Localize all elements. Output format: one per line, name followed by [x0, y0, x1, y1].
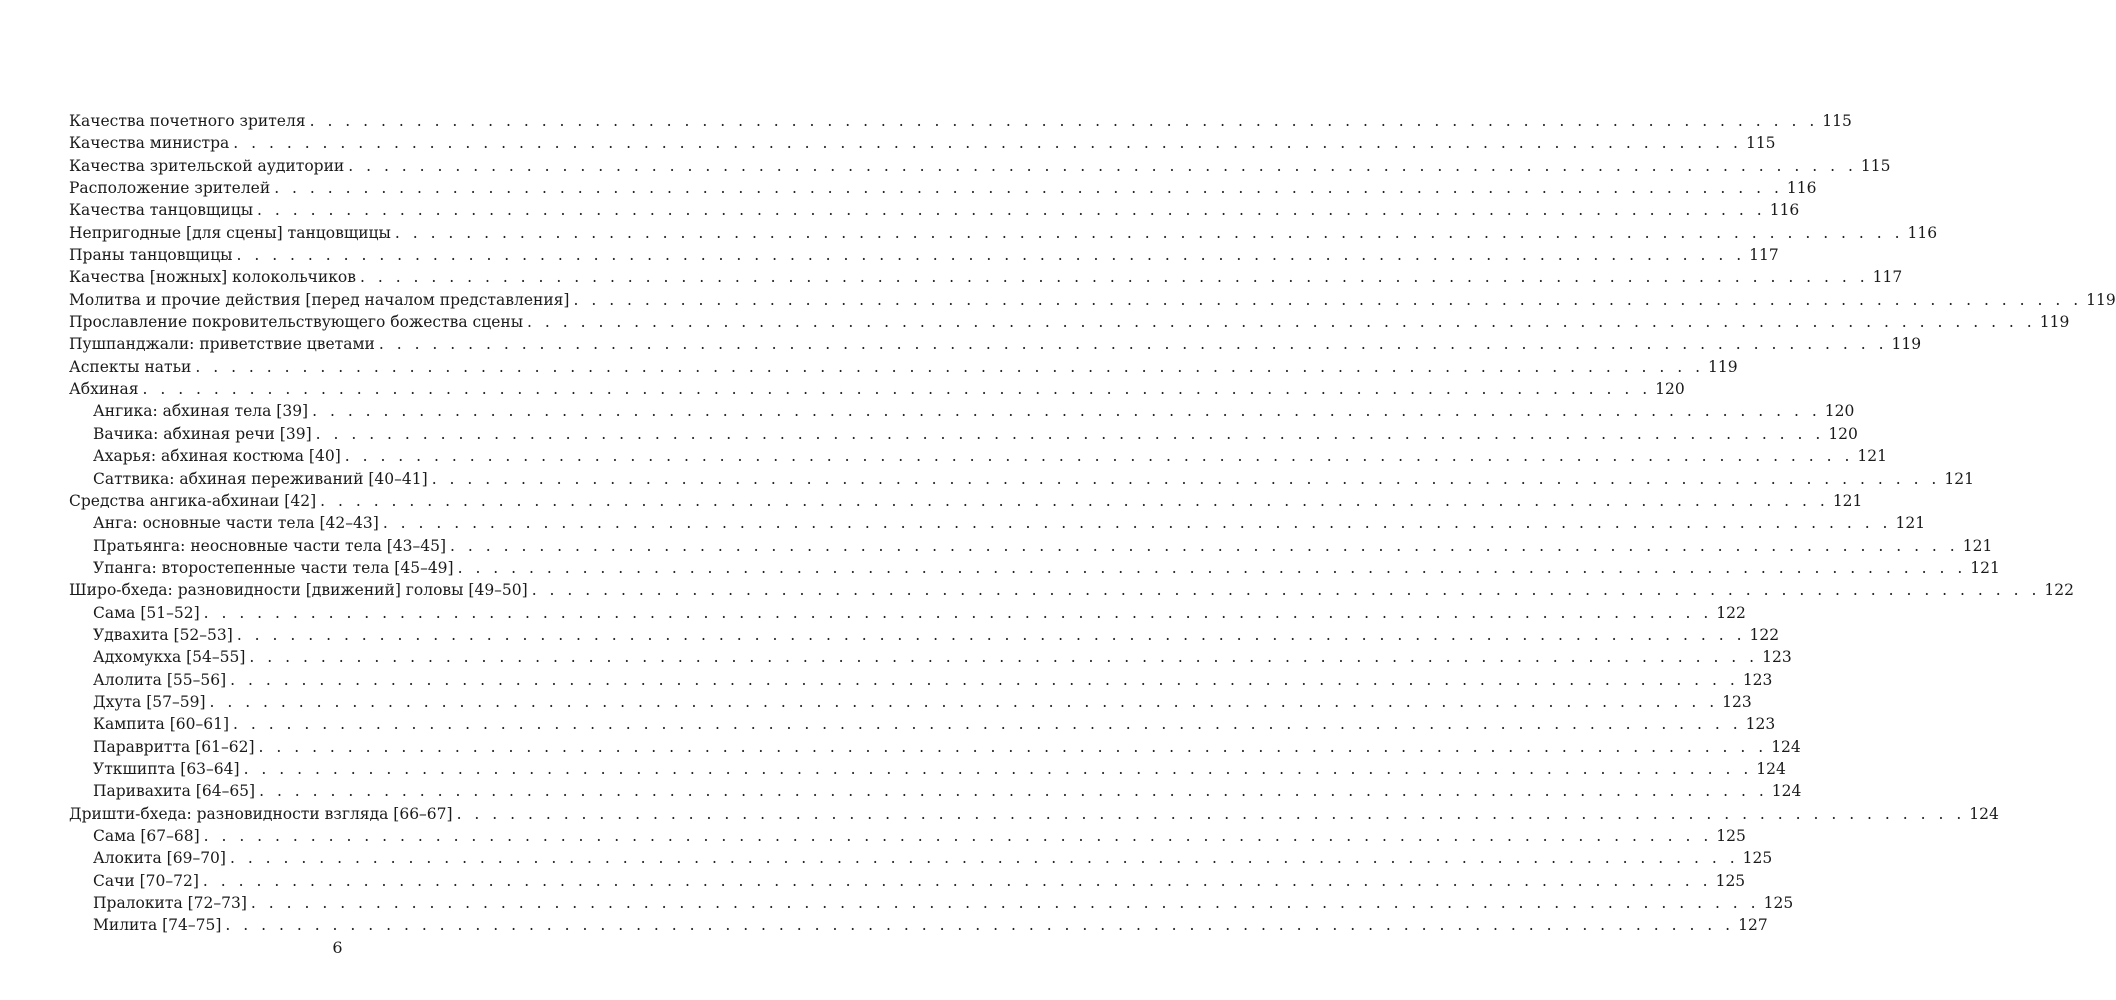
toc-entry-page: 120: [1655, 380, 1685, 399]
toc-entry[interactable]: [69, 512, 1926, 534]
toc-entry-title: Паравритта [61–62]: [93, 736, 259, 758]
toc-entry-title: Сама [67–68]: [93, 825, 204, 847]
toc-entry-title: Анга: основные части тела [42–43]: [93, 512, 383, 534]
toc-entry[interactable]: [69, 311, 2070, 333]
toc-dot-leader: . . . . . . . . . . . . . . . . . . . . . . . . . . . . . . . . . . . . . . . . . . . . . . . . . . . . . . . . . . . . . . . . . . . . . . . . . . . . . . . . . . . . .: [209, 692, 1719, 711]
toc-dot-leader: . . . . . . . . . . . . . . . . . . . . . . . . . . . . . . . . . . . . . . . . . . . . . . . . . . . . . . . . . . . . . . . . . . . . . . . . . . . . . . . . . . . . .: [230, 670, 1739, 689]
toc-entry-title: Качества министра: [69, 132, 233, 154]
toc-dot-leader: . . . . . . . . . . . . . . . . . . . . . . . . . . . . . . . . . . . . . . . . . . . . . . . . . . . . . . . . . . . . . . . . . . . . . . . . . . . . . . . . . . . . .: [274, 179, 1783, 198]
toc-dot-leader: . . . . . . . . . . . . . . . . . . . . . . . . . . . . . . . . . . . . . . . . . . . . . . . . . . . . . . . . . . . . . . . . . . . . . . . . . . . . . . . . . . . . .: [309, 112, 1819, 130]
toc-dot-leader: . . . . . . . . . . . . . . . . . . . . . . . . . . . . . . . . . . . . . . . . . . . . . . . . . . . . . . . . . . . . . . . . . . . . . . . . . . . . . . . . . . . . .: [344, 447, 1854, 466]
toc-entry-title: Качества почетного зрителя: [69, 110, 310, 132]
toc-entry-title: Упанга: второстепенные части тела [45–49]: [93, 557, 458, 579]
toc-entry-page: 119: [2039, 313, 2070, 332]
toc-entry-title: Адхомукха [54–55]: [93, 646, 249, 668]
toc-entry-page: 121: [1944, 469, 1974, 488]
toc-entry[interactable]: [69, 110, 1852, 132]
toc-dot-leader: . . . . . . . . . . . . . . . . . . . . . . . . . . . . . . . . . . . . . . . . . . . . . . . . . . . . . . . . . . . . . . . . . . . . . . . . . . . . . . . . . . . . .: [195, 357, 1705, 376]
toc-entry-page: 124: [1756, 759, 1786, 778]
toc-entry-title: Праны танцовщицы: [69, 244, 237, 266]
toc-entry-page: 121: [1857, 447, 1888, 466]
toc-entry-title: Дришти-бхеда: разновидности взгляда [66–67]: [69, 803, 457, 825]
toc-entry-page: 119: [1891, 335, 1922, 354]
toc-entry-title: Вачика: абхиная речи [39]: [93, 423, 316, 445]
toc-entry-page: 120: [1824, 402, 1855, 421]
toc-entry[interactable]: [69, 780, 1802, 802]
toc-entry[interactable]: [69, 914, 1768, 936]
toc-entry[interactable]: [69, 602, 1746, 624]
toc-entry[interactable]: [69, 400, 1855, 422]
toc-dot-leader: . . . . . . . . . . . . . . . . . . . . . . . . . . . . . . . . . . . . . . . . . . . . . . . . . . . . . . . . . . . . . . . . . . . . . . . . . . . . . . . . . . . . .: [382, 514, 1892, 533]
toc-entry[interactable]: [69, 155, 1891, 177]
toc-entry-title: Сачи [70–72]: [93, 870, 203, 892]
toc-entry[interactable]: [69, 199, 1800, 221]
toc-entry[interactable]: [69, 468, 1974, 490]
toc-dot-leader: . . . . . . . . . . . . . . . . . . . . . . . . . . . . . . . . . . . . . . . . . . . . . . . . . . . . . . . . . . . . . . . . . . . . . . . . . . . . . . . . . . . . .: [243, 759, 1753, 778]
toc-dot-leader: . . . . . . . . . . . . . . . . . . . . . . . . . . . . . . . . . . . . . . . . . . . . . . . . . . . . . . . . . . . . . . . . . . . . . . . . . . . . . . . . . . . . .: [360, 268, 1869, 287]
toc-entry-title: Абхиная: [69, 378, 143, 400]
toc-entry-title: Ангика: абхиная тела [39]: [93, 400, 312, 422]
toc-entry[interactable]: [69, 333, 1922, 355]
toc-dot-leader: . . . . . . . . . . . . . . . . . . . . . . . . . . . . . . . . . . . . . . . . . . . . . . . . . . . . . . . . . . . . . . . . . . . . . . . . . . . . . . . . . . . . .: [450, 536, 1959, 555]
toc-entry-page: 124: [1771, 737, 1801, 756]
toc-dot-leader: . . . . . . . . . . . . . . . . . . . . . . . . . . . . . . . . . . . . . . . . . . . . . . . . . . . . . . . . . . . . . . . . . . . . . . . . . . . . . . . . . . . . .: [573, 290, 2083, 309]
toc-entry-title: Милита [74–75]: [93, 914, 225, 936]
toc-dot-leader: . . . . . . . . . . . . . . . . . . . . . . . . . . . . . . . . . . . . . . . . . . . . . . . . . . . . . . . . . . . . . . . . . . . . . . . . . . . . . . . . . . . . .: [236, 246, 1746, 265]
toc-entry[interactable]: [69, 691, 1752, 713]
toc-entry[interactable]: [69, 624, 1780, 646]
toc-entry-title: Уткшипта [63–64]: [93, 758, 244, 780]
toc-entry-title: Качества зрительской аудитории: [69, 155, 348, 177]
toc-entry-title: Сама [51–52]: [93, 602, 204, 624]
page-number: 6: [332, 938, 343, 957]
toc-dot-leader: . . . . . . . . . . . . . . . . . . . . . . . . . . . . . . . . . . . . . . . . . . . . . . . . . . . . . . . . . . . . . . . . . . . . . . . . . . . . . . . . . . . . .: [233, 715, 1742, 734]
toc-dot-leader: . . . . . . . . . . . . . . . . . . . . . . . . . . . . . . . . . . . . . . . . . . . . . . . . . . . . . . . . . . . . . . . . . . . . . . . . . . . . . . . . . . . . .: [225, 916, 1735, 935]
toc-entry-page: 120: [1828, 424, 1858, 443]
toc-entry[interactable]: [69, 356, 1738, 378]
toc-entry[interactable]: [69, 132, 1776, 154]
toc-entry-page: 124: [1771, 782, 1802, 801]
toc-entry-page: 125: [1716, 827, 1746, 845]
toc-entry[interactable]: [69, 535, 1993, 557]
toc-entry-title: Непригодные [для сцены] танцовщицы: [69, 222, 395, 244]
toc-entry-page: 119: [1708, 357, 1738, 376]
toc-entry-page: 117: [1872, 268, 1903, 287]
toc-entry-page: 123: [1762, 648, 1792, 667]
toc-entry[interactable]: [69, 736, 1801, 758]
toc-entry-title: Саттвика: абхиная переживаний [40–41]: [93, 468, 432, 490]
toc-entry-title: Прославление покровительствующего божества сцены: [69, 311, 527, 333]
toc-entry[interactable]: [69, 847, 1773, 869]
toc-dot-leader: . . . . . . . . . . . . . . . . . . . . . . . . . . . . . . . . . . . . . . . . . . . . . . . . . . . . . . . . . . . . . . . . . . . . . . . . . . . . . . . . . . . . .: [233, 134, 1742, 153]
toc-entry-title: Ахарья: абхиная костюма [40]: [93, 445, 345, 467]
toc-entry[interactable]: [69, 266, 1903, 288]
toc-dot-leader: . . . . . . . . . . . . . . . . . . . . . . . . . . . . . . . . . . . . . . . . . . . . . . . . . . . . . . . . . . . . . . . . . . . . . . . . . . . . . . . . . . . . .: [527, 313, 2036, 332]
toc-entry-page: 116: [1907, 223, 1938, 242]
toc-dot-leader: . . . . . . . . . . . . . . . . . . . . . . . . . . . . . . . . . . . . . . . . . . . . . . . . . . . . . . . . . . . . . . . . . . . . . . . . . . . . . . . . . . . . .: [203, 827, 1713, 845]
toc-entry-page: 116: [1786, 179, 1817, 198]
toc-dot-leader: . . . . . . . . . . . . . . . . . . . . . . . . . . . . . . . . . . . . . . . . . . . . . . . . . . . . . . . . . . . . . . . . . . . . . . . . . . . . . . . . . . . . .: [202, 871, 1712, 890]
toc-entry-page: 121: [1832, 491, 1863, 510]
toc-entry-title: Пратьянга: неосновные части тела [43–45]: [93, 535, 450, 557]
toc-dot-leader: . . . . . . . . . . . . . . . . . . . . . . . . . . . . . . . . . . . . . . . . . . . . . . . . . . . . . . . . . . . . . . . . . . . . . . . . . . . . . . . . . . . . .: [229, 849, 1739, 868]
toc-entry-page: 122: [1716, 603, 1746, 622]
toc-entry-page: 121: [1970, 558, 2000, 577]
toc-entry[interactable]: [69, 713, 1776, 735]
toc-dot-leader: . . . . . . . . . . . . . . . . . . . . . . . . . . . . . . . . . . . . . . . . . . . . . . . . . . . . . . . . . . . . . . . . . . . . . . . . . . . . . . . . . . . . .: [394, 223, 1904, 242]
toc-dot-leader: . . . . . . . . . . . . . . . . . . . . . . . . . . . . . . . . . . . . . . . . . . . . . . . . . . . . . . . . . . . . . . . . . . . . . . . . . . . . . . . . . . . . .: [257, 201, 1766, 220]
toc-entry-title: Молитва и прочие действия [перед началом представления]: [69, 289, 573, 311]
toc-entry-page: 127: [1738, 916, 1768, 935]
toc-entry-title: Алолита [55–56]: [93, 669, 230, 691]
toc-entry[interactable]: [69, 244, 1779, 266]
toc-dot-leader: . . . . . . . . . . . . . . . . . . . . . . . . . . . . . . . . . . . . . . . . . . . . . . . . . . . . . . . . . . . . . . . . . . . . . . . . . . . . . . . . . . . . .: [142, 380, 1652, 399]
toc-entry-title: Пралокита [72–73]: [93, 892, 251, 914]
toc-entry[interactable]: [69, 803, 1999, 825]
toc-entry-page: 119: [2086, 290, 2116, 309]
toc-entry-title: Качества танцовщицы: [69, 199, 257, 221]
toc-dot-leader: . . . . . . . . . . . . . . . . . . . . . . . . . . . . . . . . . . . . . . . . . . . . . . . . . . . . . . . . . . . . . . . . . . . . . . . . . . . . . . . . . . . . .: [457, 558, 1967, 577]
toc-entry-page: 125: [1742, 849, 1773, 868]
toc-entry-page: 115: [1860, 156, 1891, 175]
toc-entry-title: Широ-бхеда: разновидности [движений] головы [49–50]: [69, 579, 532, 601]
toc-entry[interactable]: [69, 669, 1773, 691]
toc-entry-page: 123: [1722, 692, 1752, 711]
toc-entry-page: 123: [1745, 715, 1776, 734]
toc-entry-page: 124: [1969, 804, 1999, 823]
toc-entry[interactable]: [69, 557, 2000, 579]
toc-dot-leader: . . . . . . . . . . . . . . . . . . . . . . . . . . . . . . . . . . . . . . . . . . . . . . . . . . . . . . . . . . . . . . . . . . . . . . . . . . . . . . . . . . . . .: [249, 648, 1759, 667]
toc-entry-title: Паривахита [64–65]: [93, 780, 259, 802]
toc-dot-leader: . . . . . . . . . . . . . . . . . . . . . . . . . . . . . . . . . . . . . . . . . . . . . . . . . . . . . . . . . . . . . . . . . . . . . . . . . . . . . . . . . . . . .: [312, 402, 1821, 421]
toc-dot-leader: . . . . . . . . . . . . . . . . . . . . . . . . . . . . . . . . . . . . . . . . . . . . . . . . . . . . . . . . . . . . . . . . . . . . . . . . . . . . . . . . . . . . .: [236, 625, 1746, 644]
toc-entry[interactable]: [69, 177, 1817, 199]
toc-entry-title: Пушпанджали: приветствие цветами: [69, 333, 379, 355]
toc-entry-page: 123: [1742, 670, 1773, 689]
toc-dot-leader: . . . . . . . . . . . . . . . . . . . . . . . . . . . . . . . . . . . . . . . . . . . . . . . . . . . . . . . . . . . . . . . . . . . . . . . . . . . . . . . . . . . . .: [258, 737, 1768, 756]
table-of-contents: [69, 110, 2116, 937]
toc-entry[interactable]: [69, 758, 1786, 780]
toc-entry-page: 125: [1763, 894, 1794, 913]
toc-dot-leader: . . . . . . . . . . . . . . . . . . . . . . . . . . . . . . . . . . . . . . . . . . . . . . . . . . . . . . . . . . . . . . . . . . . . . . . . . . . . . . . . . . . . .: [348, 156, 1857, 175]
toc-entry[interactable]: [69, 870, 1746, 892]
toc-entry-page: 116: [1769, 201, 1800, 220]
toc-entry[interactable]: [69, 490, 1863, 512]
toc-entry[interactable]: [69, 445, 1888, 467]
toc-entry[interactable]: [69, 378, 1685, 400]
toc-entry[interactable]: [69, 289, 2116, 311]
toc-dot-leader: . . . . . . . . . . . . . . . . . . . . . . . . . . . . . . . . . . . . . . . . . . . . . . . . . . . . . . . . . . . . . . . . . . . . . . . . . . . . . . . . . . . . .: [320, 491, 1829, 510]
toc-entry[interactable]: [69, 825, 1746, 847]
toc-entry-page: 122: [2044, 581, 2074, 600]
toc-entry-page: 115: [1745, 134, 1776, 153]
toc-entry-page: 125: [1715, 871, 1746, 890]
toc-entry-title: Расположение зрителей: [69, 177, 274, 199]
toc-entry-title: Дхута [57–59]: [93, 691, 210, 713]
toc-entry-page: 122: [1749, 625, 1780, 644]
toc-entry-title: Средства ангика-абхинаи [42]: [69, 490, 320, 512]
toc-entry[interactable]: [69, 222, 1938, 244]
toc-entry-title: Удвахита [52–53]: [93, 624, 237, 646]
toc-dot-leader: . . . . . . . . . . . . . . . . . . . . . . . . . . . . . . . . . . . . . . . . . . . . . . . . . . . . . . . . . . . . . . . . . . . . . . . . . . . . . . . . . . . . .: [315, 424, 1825, 443]
toc-dot-leader: . . . . . . . . . . . . . . . . . . . . . . . . . . . . . . . . . . . . . . . . . . . . . . . . . . . . . . . . . . . . . . . . . . . . . . . . . . . . . . . . . . . . .: [259, 782, 1768, 801]
toc-dot-leader: . . . . . . . . . . . . . . . . . . . . . . . . . . . . . . . . . . . . . . . . . . . . . . . . . . . . . . . . . . . . . . . . . . . . . . . . . . . . . . . . . . . . .: [250, 894, 1760, 913]
toc-entry-page: 121: [1962, 536, 1993, 555]
toc-entry[interactable]: [69, 892, 1794, 914]
toc-entry-page: 115: [1822, 112, 1852, 130]
toc-entry-title: Кампита [60–61]: [93, 713, 233, 735]
toc-dot-leader: . . . . . . . . . . . . . . . . . . . . . . . . . . . . . . . . . . . . . . . . . . . . . . . . . . . . . . . . . . . . . . . . . . . . . . . . . . . . . . . . . . . . .: [203, 603, 1713, 622]
toc-dot-leader: . . . . . . . . . . . . . . . . . . . . . . . . . . . . . . . . . . . . . . . . . . . . . . . . . . . . . . . . . . . . . . . . . . . . . . . . . . . . . . . . . . . . .: [378, 335, 1888, 354]
toc-entry-title: Качества [ножных] колокольчиков: [69, 266, 360, 288]
toc-entry-page: 117: [1749, 246, 1779, 265]
toc-entry-title: Алокита [69–70]: [93, 847, 230, 869]
toc-dot-leader: . . . . . . . . . . . . . . . . . . . . . . . . . . . . . . . . . . . . . . . . . . . . . . . . . . . . . . . . . . . . . . . . . . . . . . . . . . . . . . . . . . . . .: [456, 804, 1966, 823]
toc-entry[interactable]: [69, 646, 1792, 668]
toc-entry-title: Аспекты натьи: [69, 356, 195, 378]
toc-entry[interactable]: [69, 579, 2074, 601]
toc-dot-leader: . . . . . . . . . . . . . . . . . . . . . . . . . . . . . . . . . . . . . . . . . . . . . . . . . . . . . . . . . . . . . . . . . . . . . . . . . . . . . . . . . . . . .: [431, 469, 1941, 488]
toc-dot-leader: . . . . . . . . . . . . . . . . . . . . . . . . . . . . . . . . . . . . . . . . . . . . . . . . . . . . . . . . . . . . . . . . . . . . . . . . . . . . . . . . . . . . .: [531, 581, 2041, 600]
toc-entry[interactable]: [69, 423, 1858, 445]
toc-entry-page: 121: [1895, 514, 1926, 533]
